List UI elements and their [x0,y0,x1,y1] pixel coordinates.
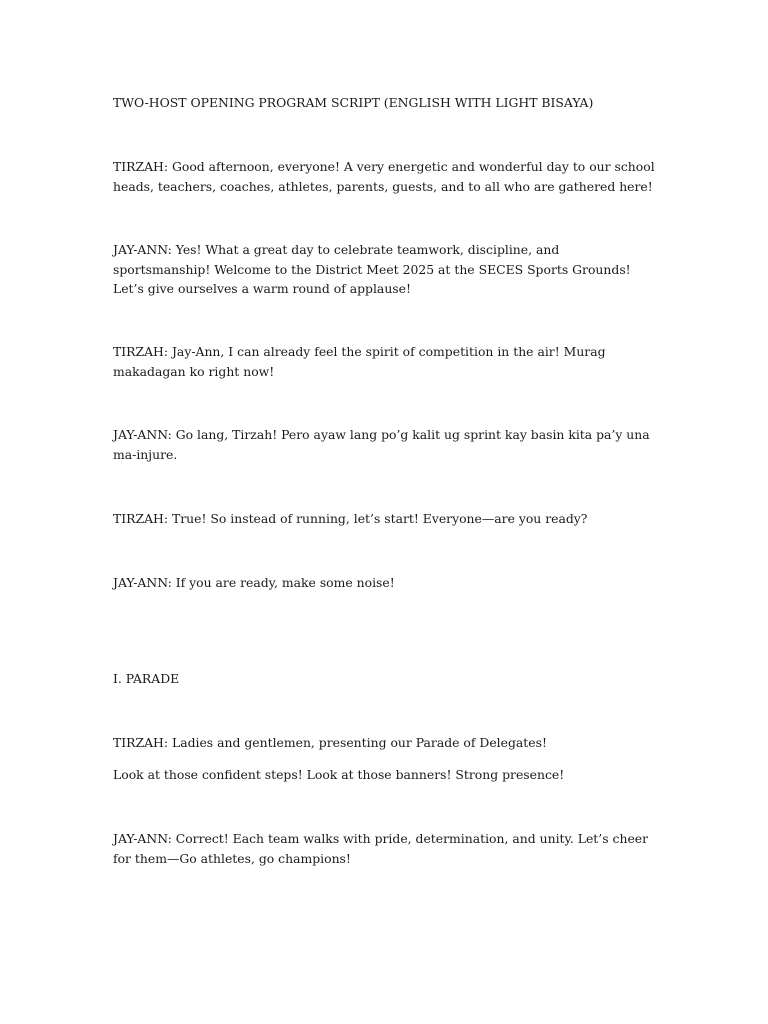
script-paragraph: Look at those confident steps! Look at those banners! Strong presence! [113,767,565,782]
script-paragraph: JAY-ANN: Yes! What a great day to celebrate teamwork, discipline, and sportsmanship! Welcome to the District Meet 2025 at the SECES Sports Grounds! Let’s give ourselves a warm round of applause! [113,242,631,296]
script-paragraph: TIRZAH: Good afternoon, everyone! A very energetic and wonderful day to our school heads, teachers, coaches, athletes, parents, guests, and to all who are gathered here! [113,159,655,194]
script-paragraph: JAY-ANN: Correct! Each team walks with pride, determination, and unity. Let’s cheer for them—Go athletes, go champions! [113,831,649,866]
script-paragraph: JAY-ANN: Go lang, Tirzah! Pero ayaw lang po’g kalit ug sprint kay basin kita pa’y una ma-injure. [113,427,650,462]
script-paragraph: JAY-ANN: If you are ready, make some noise! [113,575,395,590]
script-paragraph: TIRZAH: Jay-Ann, I can already feel the spirit of competition in the air! Murag makadagan ko right now! [113,344,606,379]
document-title: TWO-HOST OPENING PROGRAM SCRIPT (ENGLISH WITH LIGHT BISAYA) [113,95,594,110]
section-heading: I. PARADE [113,671,180,686]
script-paragraph: TIRZAH: True! So instead of running, let’s start! Everyone—are you ready? [113,511,588,526]
script-paragraph: TIRZAH: Ladies and gentlemen, presenting our Parade of Delegates! [113,735,547,750]
